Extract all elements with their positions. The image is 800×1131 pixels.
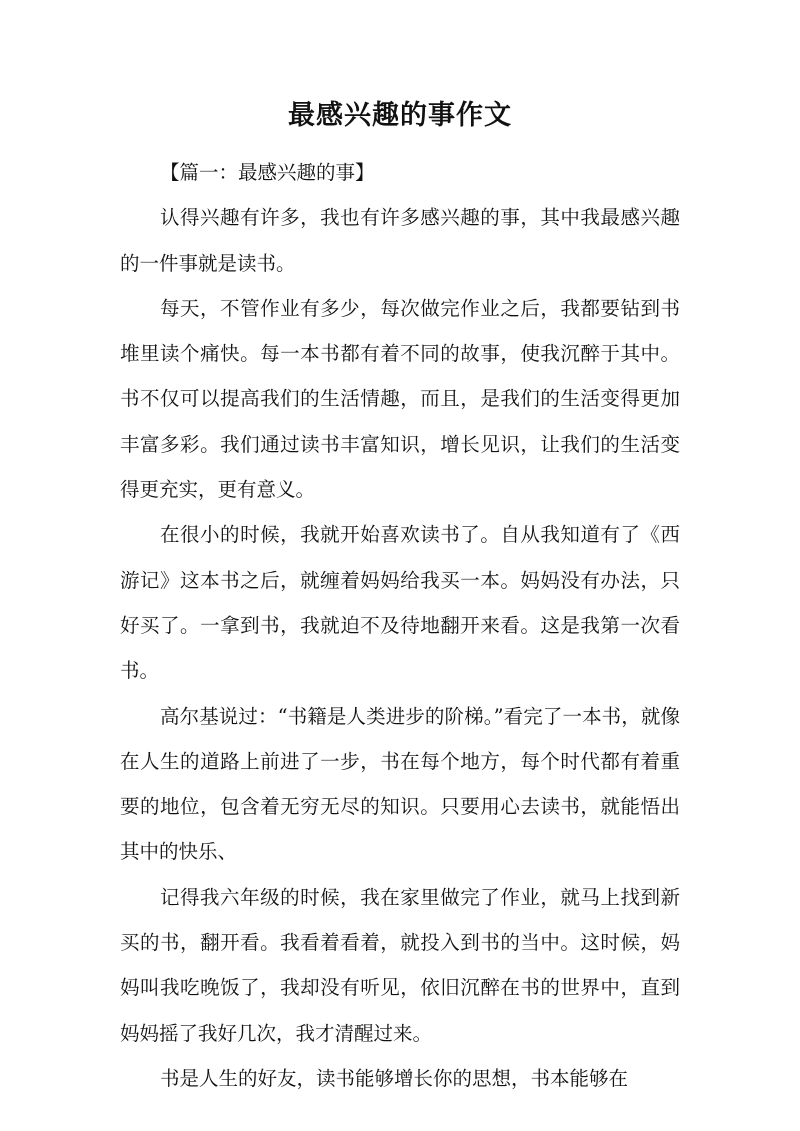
paragraph-4: 高尔基说过：“书籍是人类进步的阶梯。”看完了一本书，就像在人生的道路上前进了一步，书在每个地方，每个时代都有着重要的地位，包含着无穷无尽的知识。只要用心去读书，就能悟出其中的快乐、 (120, 704, 680, 864)
section-heading: 【篇一：最感兴趣的事】 (160, 161, 375, 184)
paragraph-2: 每天，不管作业有多少，每次做完作业之后，我都要钻到书堆里读个痛快。每一本书都有着不同的故事，使我沉醉于其中。书不仅可以提高我们的生活情趣，而且，是我们的生活变得更加丰富多彩。我们通过读书丰富知识，增长见识，让我们的生活变得更充实，更有意义。 (120, 296, 680, 502)
document-title: 最感兴趣的事作文 (288, 100, 512, 131)
paragraph-3: 在很小的时候，我就开始喜欢读书了。自从我知道有了《西游记》这本书之后，就缠着妈妈给我买一本。妈妈没有办法，只好买了。一拿到书，我就迫不及待地翻开来看。这是我第一次看书。 (120, 523, 680, 683)
paragraph-1: 认得兴趣有许多，我也有许多感兴趣的事，其中我最感兴趣的一件事就是读书。 (120, 206, 680, 275)
document-body (120, 150, 680, 1101)
paragraph-6: 书是人生的好友，读书能够增长你的思想，书本能够在 (160, 1066, 629, 1090)
paragraph-5: 记得我六年级的时候，我在家里做完了作业，就马上找到新买的书，翻开看。我看着看着，就投入到书的当中。这时候，妈妈叫我吃晚饭了，我却没有听见，依旧沉醉在书的世界中，直到妈妈摇了我好几次，我才清醒过来。 (120, 885, 680, 1045)
